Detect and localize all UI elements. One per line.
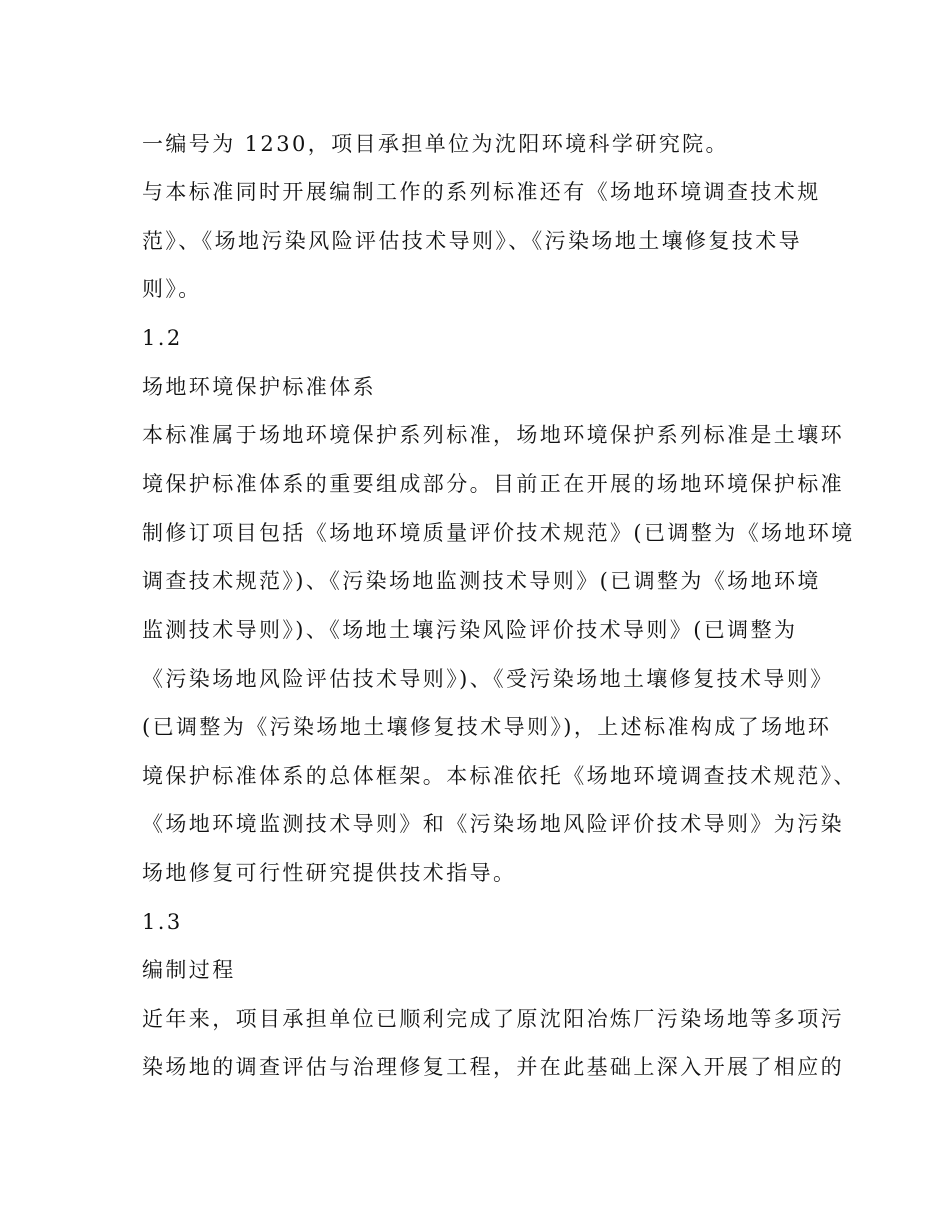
text-line: 制修订项目包括《场地环境质量评价技术规范》(已调整为《场地环境 xyxy=(142,521,855,545)
text-line: 《污染场地风险评估技术导则》)、《受污染场地土壤修复技术导则》 xyxy=(142,667,834,691)
section-number: 1.2 xyxy=(142,326,183,350)
text-line: 染场地的调查评估与治理修复工程，并在此基础上深入开展了相应的 xyxy=(142,1055,844,1079)
text-line: 与本标准同时开展编制工作的系列标准还有《场地环境调查技术规 xyxy=(142,180,821,204)
section-heading: 场地环境保护标准体系 xyxy=(142,375,376,399)
text-line: 《场地环境监测技术导则》和《污染场地风险评价技术导则》为污染 xyxy=(142,812,844,836)
text-line: 场地修复可行性研究提供技术指导。 xyxy=(142,861,517,885)
text-line: 调查技术规范》)、《污染场地监测技术导则》(已调整为《场地环境 xyxy=(142,569,821,593)
section-number: 1.3 xyxy=(142,910,183,934)
text-line: 范》、《场地污染风险评估技术导则》、《污染场地土壤修复技术导 xyxy=(142,229,802,253)
text-line: 则》。 xyxy=(142,277,202,301)
text-line: 一编号为 1230，项目承担单位为沈阳环境科学研究院。 xyxy=(142,132,729,156)
text-line: (已调整为《污染场地土壤修复技术导则》)，上述标准构成了场地环 xyxy=(142,715,832,739)
text-line: 境保护标准体系的总体框架。本标准依托《场地环境调查技术规范》、 xyxy=(142,764,857,788)
text-line: 监测技术导则》)、《场地土壤污染风险评价技术导则》(已调整为 xyxy=(142,618,798,642)
text-line: 本标准属于场地环境保护系列标准，场地环境保护系列标准是土壤环 xyxy=(142,423,844,447)
text-line: 近年来，项目承担单位已顺利完成了原沈阳冶炼厂污染场地等多项污 xyxy=(142,1007,844,1031)
section-heading: 编制过程 xyxy=(142,958,236,982)
text-line: 境保护标准体系的重要组成部分。目前正在开展的场地环境保护标准 xyxy=(142,472,844,496)
